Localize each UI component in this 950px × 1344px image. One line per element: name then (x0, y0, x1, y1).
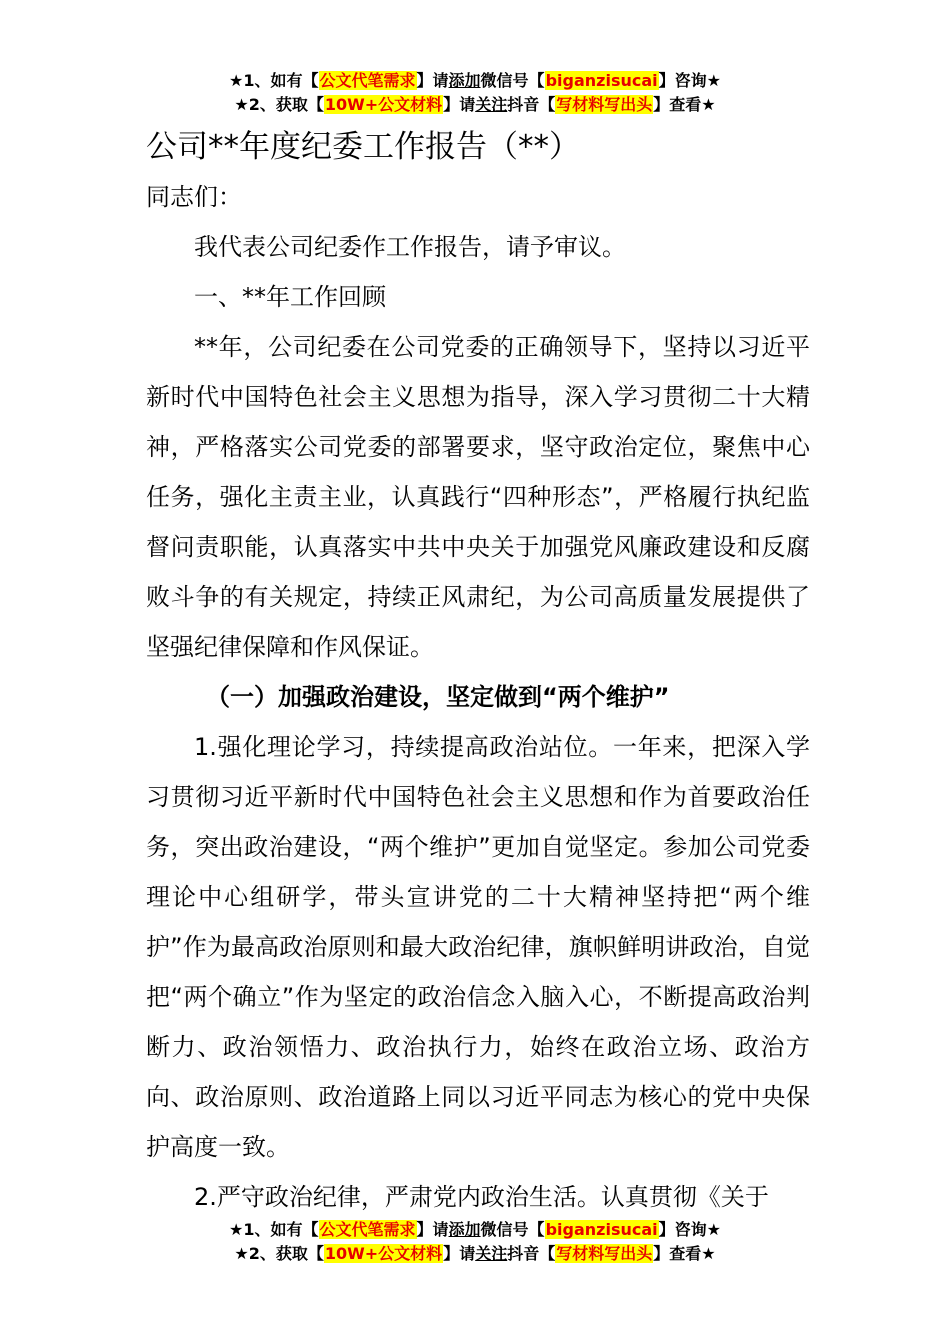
highlight-service: 公文代笔需求 (319, 71, 416, 90)
highlight-wechat-id: biganzisucai (545, 71, 658, 90)
highlight-wechat-id: biganzisucai (545, 1220, 658, 1239)
highlight-materials: 10W+公文材料 (324, 1244, 443, 1263)
promo-line-1: ★1、如有【公文代笔需求】请添加微信号【biganzisucai】咨询★ (229, 1220, 721, 1239)
promo-line-2: ★2、获取【10W+公文材料】请关注抖音【写材料写出头】查看★ (234, 95, 716, 114)
highlight-douyin: 写材料写出头 (556, 1244, 653, 1263)
header-promo-banner (0, 69, 950, 117)
subsection-heading-1: （一）加强政治建设，坚定做到“两个维护” (206, 683, 670, 711)
paragraph-item-1: 1.强化理论学习，持续提高政治站位。一年来，把深入学习贯彻习近平新时代中国特色社会主义思想和作为首要政治任务，突出政治建设，“两个维护”更加自觉坚定。参加公司党委理论中心组研学，带头宣讲党的二十大精神坚持把“两个维护”作为最高政治原则和最大政治纪律，旗帜鲜明讲政治，自觉把“两个确立”作为坚定的政治信念入脑入心，不断提高政治判断力、政治领悟力、政治执行力，始终在政治立场、政治方向、政治原则、政治道路上同以习近平同志为核心的党中央保护高度一致。 (146, 733, 810, 1161)
document-title: 公司**年度纪委工作报告（**） (146, 129, 580, 165)
salutation: 同志们： (146, 183, 242, 211)
promo-line-1: ★1、如有【公文代笔需求】请添加微信号【biganzisucai】咨询★ (229, 71, 721, 90)
footer-promo-banner (0, 1218, 950, 1266)
highlight-materials: 10W+公文材料 (324, 95, 443, 114)
document-body (146, 122, 810, 1222)
promo-line-2: ★2、获取【10W+公文材料】请关注抖音【写材料写出头】查看★ (234, 1244, 716, 1263)
section-heading-1: 一、**年工作回顾 (194, 283, 386, 311)
highlight-douyin: 写材料写出头 (556, 95, 653, 114)
paragraph-review: **年，公司纪委在公司党委的正确领导下，坚持以习近平新时代中国特色社会主义思想为指导，深入学习贯彻二十大精神，严格落实公司党委的部署要求，坚守政治定位，聚焦中心任务，强化主责主业，认真践行“四种形态”，严格履行执纪监督问责职能，认真落实中共中央关于加强党风廉政建设和反腐败斗争的有关规定，持续正风肃纪，为公司高质量发展提供了坚强纪律保障和作风保证。 (146, 333, 810, 661)
paragraph-item-2: 2.严守政治纪律，严肃党内政治生活。认真贯彻《关于 (194, 1183, 769, 1211)
highlight-service: 公文代笔需求 (319, 1220, 416, 1239)
paragraph-intro: 我代表公司纪委作工作报告，请予审议。 (194, 233, 626, 261)
